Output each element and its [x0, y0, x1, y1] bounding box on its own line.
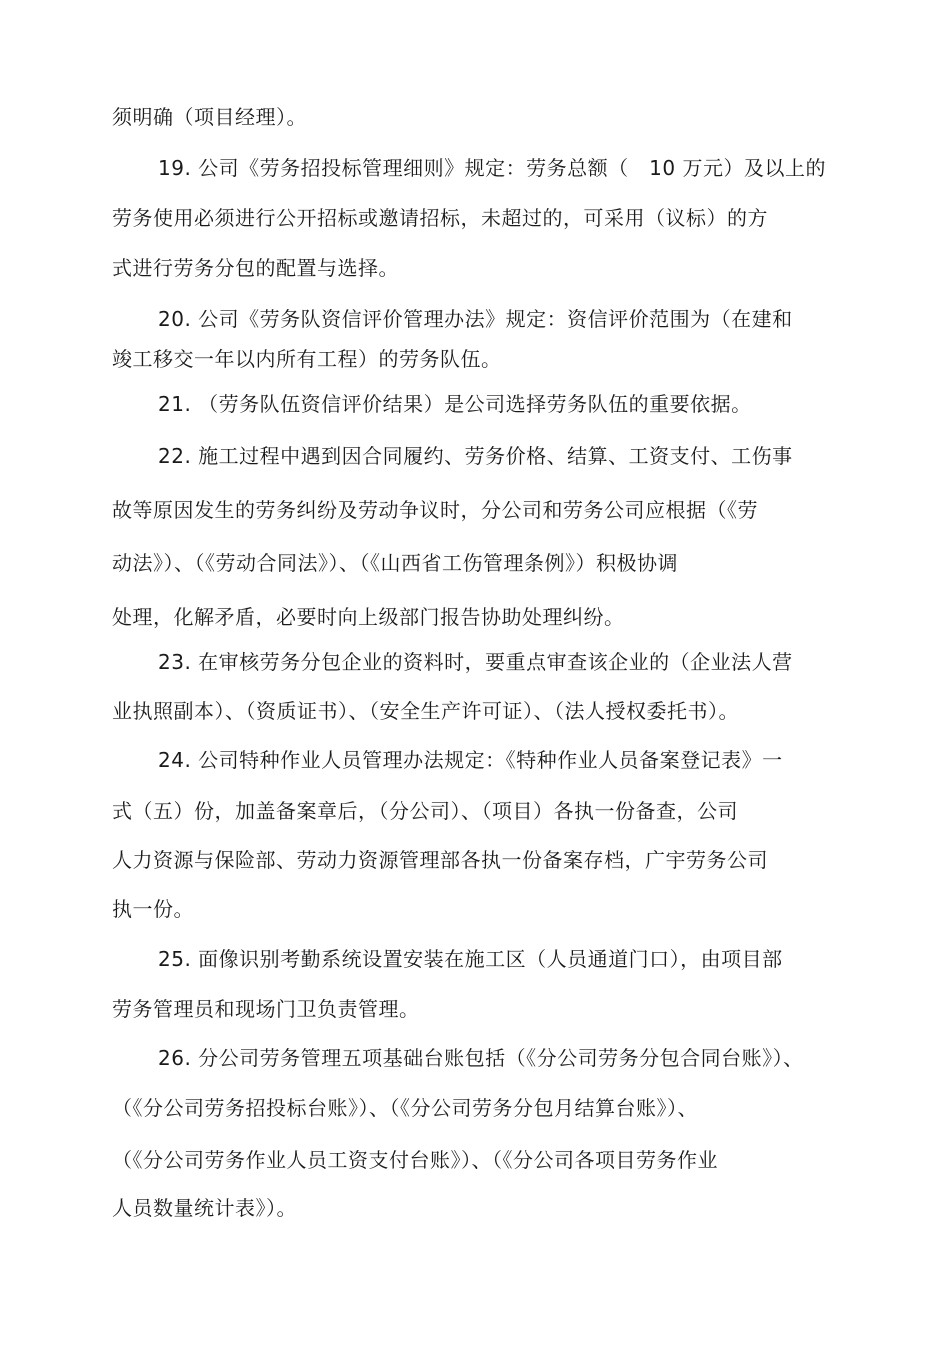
- item-20-line-1: 20. 公司《劳务队资信评价管理办法》规定：资信评价范围为（在建和: [158, 307, 793, 331]
- text-line: 执一份。: [112, 897, 194, 921]
- text-line: 动法》）、（《劳动合同法》）、（《山西省工伤管理条例》）积极协调: [112, 551, 678, 575]
- text-line: 人力资源与保险部、劳动力资源管理部各执一份备案存档，广宇劳务公司: [112, 848, 768, 872]
- item-19-line-1: 19. 公司《劳务招投标管理细则》规定：劳务总额（ 10 万元）及以上的: [158, 156, 826, 180]
- text-line: 劳务管理员和现场门卫负责管理。: [112, 997, 420, 1021]
- item-25-line-1: 25. 面像识别考勤系统设置安装在施工区（人员通道门口），由项目部: [158, 947, 783, 971]
- item-26-line-1: 26. 分公司劳务管理五项基础台账包括（《分公司劳务分包合同台账》）、: [158, 1046, 804, 1070]
- text-line: 人员数量统计表》）。: [112, 1196, 297, 1220]
- item-24-line-1: 24. 公司特种作业人员管理办法规定：《特种作业人员备案登记表》一: [158, 748, 783, 772]
- item-22-line-1: 22. 施工过程中遇到因合同履约、劳务价格、结算、工资支付、工伤事: [158, 444, 793, 468]
- text-line: 须明确（项目经理）。: [112, 105, 307, 129]
- text-line: 劳务使用必须进行公开招标或邀请招标，未超过的，可采用（议标）的方: [112, 206, 768, 230]
- item-21-line-1: 21. （劳务队伍资信评价结果）是公司选择劳务队伍的重要依据。: [158, 392, 752, 416]
- text-line: 故等原因发生的劳务纠纷及劳动争议时，分公司和劳务公司应根据（《劳: [112, 498, 758, 522]
- text-line: 处理，化解矛盾，必要时向上级部门报告协助处理纠纷。: [112, 605, 625, 629]
- text-line: （《分公司劳务作业人员工资支付台账》）、（《分公司各项目劳务作业: [112, 1148, 718, 1172]
- text-line: 业执照副本）、（资质证书）、（安全生产许可证）、（法人授权委托书）。: [112, 699, 739, 723]
- item-23-line-1: 23. 在审核劳务分包企业的资料时，要重点审查该企业的（企业法人营: [158, 650, 793, 674]
- text-line: 式（五）份，加盖备案章后，（分公司）、（项目）各执一份备查，公司: [112, 799, 738, 823]
- text-line: 式进行劳务分包的配置与选择。: [112, 256, 399, 280]
- text-line: （《分公司劳务招投标台账》）、（《分公司劳务分包月结算台账》）、: [112, 1096, 698, 1120]
- text-line: 竣工移交一年以内所有工程）的劳务队伍。: [112, 347, 502, 371]
